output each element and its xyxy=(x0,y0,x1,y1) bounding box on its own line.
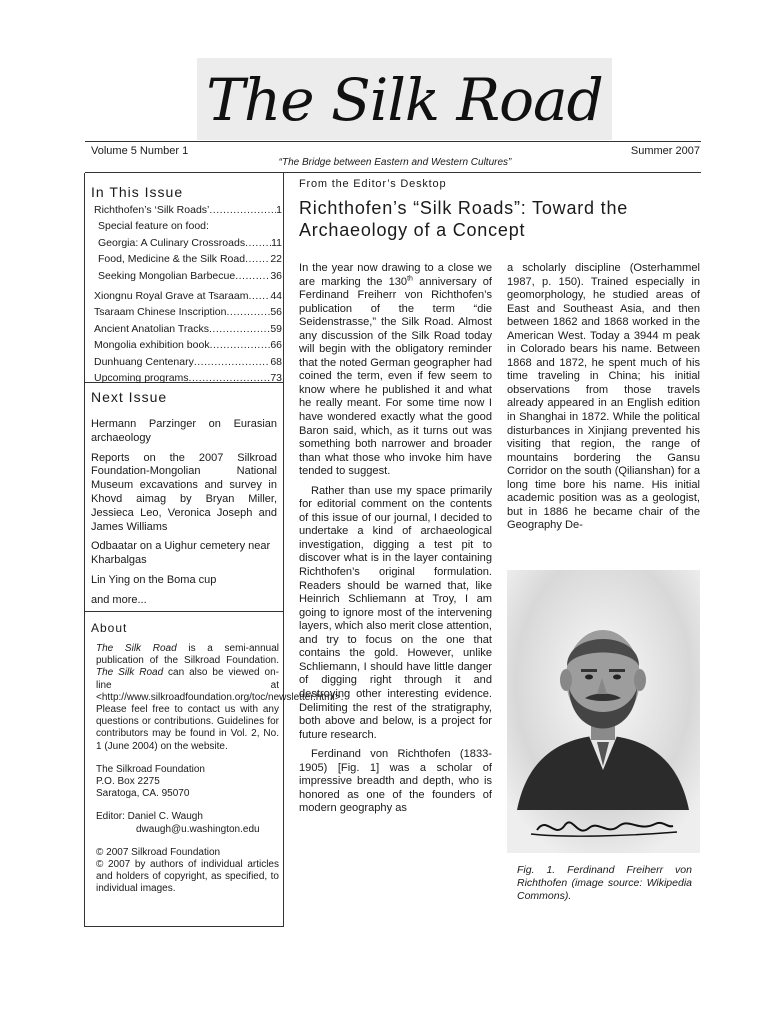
article-column-1 xyxy=(299,262,492,816)
copyright-notice: © 2007 Silkroad Foundation © 2007 by authors of individual articles and holders of copyright, as specified, to individual images. xyxy=(96,846,279,895)
list-item: Odbaatar on a Uighur cemetery near Kharbalgas xyxy=(91,540,271,567)
list-item: and more... xyxy=(91,593,147,606)
editor-contact: Editor: Daniel C. Waugh dwaugh@u.washington.edu xyxy=(96,811,279,835)
paragraph: a scholarly discipline (Osterhammel 1987, p. 150). Trained especially in geomorphology, he studied areas of East and Southeast Asia, and then between 1862 and 1868 worked in the American West. Today a 3944 m peak in Colorado bears his name. Between 1868 and 1872, he spent much of his time traveling in China; his initial observations from those travels already appeared in an English edition in Shanghai in 1872. While the political disturbances in Xinjiang prevented his visiting that region, the range of mountains bordering the Gansu Corridor on the south (Qilianshan) for a long time bore his name. His initial academic position was as a geologist, but in 1886 he became chair of the Geography De- xyxy=(507,262,700,532)
about-description: The Silk Road is a semi-annual publication of the Silkroad Foundation. The Silk Road can also be viewed on-line at <http://www.silkroadfoundation.org/toc/newsletter.html>. Please feel free to contact us with any questions or contributions. Guidelines for contributors may be found in Vol. 2, No. 1 (June 2004) on the website. xyxy=(96,643,344,752)
toc-item[interactable]: Tsaraam Chinese Inscription ..... 56 xyxy=(94,304,282,320)
editor-email[interactable]: dwaugh@u.washington.edu xyxy=(136,823,260,835)
mailing-address: The Silkroad Foundation P.O. Box 2275 Saratoga, CA. 95070 xyxy=(96,763,205,800)
toc-item[interactable]: Mongolia exhibition book ..... 66 xyxy=(94,337,282,353)
toc-item[interactable]: Seeking Mongolian Barbecue ..... 36 xyxy=(94,268,282,284)
sidebar xyxy=(84,173,344,927)
paragraph: In the year now drawing to a close we are marking the 130th anniversary of Ferdinand Freiherr von Richthofen’s publication of the term “die Seidenstrasse,” the Silk Road. Almost any discussion of the Silk Road today will begin with the obligatory reminder that the noted German geographer had coined the term, even if few seem to know where he published it and what he really meant. For some time now I have wondered exactly what the good Baron said, which, as it turns out was something both narrower and broader than what those who invoke him have tended to suggest. xyxy=(299,262,493,478)
list-item: Hermann Parzinger on Eurasian archaeology xyxy=(91,418,277,444)
tagline: “The Bridge between Eastern and Western Cultures” xyxy=(278,157,512,168)
toc-item: Special feature on food: xyxy=(98,220,209,233)
table-of-contents xyxy=(94,202,282,386)
paragraph: Ferdinand von Richthofen (1833-1905) [Fig. 1] was a scholar of impressive breadth and depth, who is honored as one of the founders of modern geography as xyxy=(299,748,492,815)
section-kicker: From the Editor’s Desktop xyxy=(299,178,447,190)
masthead-rule-top xyxy=(85,141,701,142)
list-item: Lin Ying on the Boma cup xyxy=(91,573,217,586)
toc-item[interactable]: Richthofen’s ‘Silk Roads’ ..... 1 xyxy=(94,202,282,218)
in-this-issue-section xyxy=(85,173,283,383)
journal-title: The Silk Road xyxy=(206,66,603,134)
masthead-banner xyxy=(197,58,612,140)
richthofen-portrait-image xyxy=(507,570,700,853)
paragraph: Rather than use my space primarily for editorial comment on the contents of this issue of our journal, I decided to undertake a kind of archaeological investigation, digging a test pit to discover what is in the layer containing Richthofen’s original formulation. Readers should be warned that, like Heinrich Schliemann at Troy, I am going to ignore most of the intervening layers, which also merit close attention, and try to focus on the one that contains the gold. However, unlike Schliemann, I should have little danger of digging right through it and destroying other interesting evidence. Delimiting the rest of the stratigraphy, both above and below, is a project for future research. xyxy=(299,484,492,741)
figure-caption: Fig. 1. Ferdinand Freiherr von Richthofen (image source: Wikipedia Commons). xyxy=(517,864,692,902)
about-section xyxy=(85,611,344,927)
toc-item[interactable]: Ancient Anatolian Tracks ..... 59 xyxy=(94,321,282,337)
about-heading: About xyxy=(91,621,128,635)
toc-item[interactable]: Upcoming programs ..... 73 xyxy=(94,370,282,386)
next-issue-section xyxy=(85,382,283,612)
in-this-issue-heading: In This Issue xyxy=(91,184,184,200)
toc-item[interactable]: Xiongnu Royal Grave at Tsaraam ..... 44 xyxy=(94,288,282,304)
toc-item[interactable]: Georgia: A Culinary Crossroads ..... 11 xyxy=(94,235,282,251)
article-column-2 xyxy=(507,262,700,533)
list-item: Reports on the 2007 Silkroad Foundation-Mongolian National Museum excavations and survey in Khovd aimag by Bryan Miller, Jessieca Leo, Veronica Joseph and James Williams xyxy=(91,451,277,533)
toc-item[interactable]: Food, Medicine & the Silk Road ..... 22 xyxy=(94,251,282,267)
next-issue-heading: Next Issue xyxy=(91,389,168,405)
toc-item[interactable]: Dunhuang Centenary ..... 68 xyxy=(94,354,282,370)
next-issue-list xyxy=(91,418,277,614)
volume-number: Volume 5 Number 1 xyxy=(91,145,189,157)
article-headline: Richthofen’s “Silk Roads”: Toward the Archaeology of a Concept xyxy=(299,198,629,240)
about-text xyxy=(96,643,344,896)
issue-season: Summer 2007 xyxy=(630,145,700,157)
